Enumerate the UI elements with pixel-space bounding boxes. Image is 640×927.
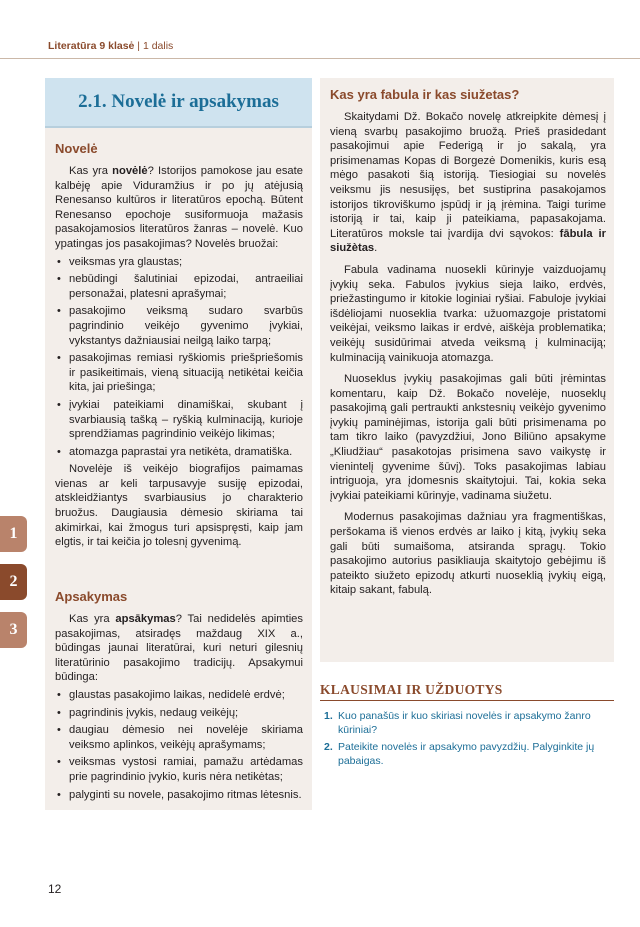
novele-intro: [55, 164, 303, 252]
list-item: • pasakojimo veiksmą sudaro svarbūs pagrindinio veikėjo gyvenimo įvykiai, vykstantys dažniausiai neilgą laiko tarpą;: [55, 304, 303, 348]
fabula-paragraph-1: [330, 110, 606, 256]
heading-fabula: Kas yra fabula ir kas siužetas?: [330, 87, 520, 102]
list-item: • palyginti su novele, pasakojimo ritmas lėtesnis.: [55, 788, 303, 803]
apsakymas-term: apsākymas: [115, 613, 176, 625]
list-item: • glaustas pasakojimo laikas, nedidelė erdvė;: [55, 688, 303, 703]
novele-outro: Novelėje iš veikėjo biografijos paimamas vienas ar keli tarpusavyje susiję epizodai, atskleidžiantys svarbiausius jo charakterio bruožus. Daugiausia dėmesio skiriama tai akimirkai, kai žmogus turi apsispręsti, kaip jam elgtis, ir tai keičia jo tolesnį gyvenimą.: [55, 463, 303, 549]
section-title-box: [45, 78, 312, 128]
apsakymas-intro-a: Kas yra: [69, 613, 116, 625]
heading-novele: Novelė: [55, 141, 98, 156]
section-title: 2.1. Novelė ir apsakymas: [78, 91, 279, 112]
novele-term: novėlė: [112, 165, 148, 177]
heading-apsakymas: Apsakymas: [55, 589, 128, 604]
fabula-paragraph-4: Modernus pasakojimas dažniau yra fragmentiškas, peršokama iš vienos erdvės ar laiko į kitą, įvykių seka gali būti sumaišoma, atsiranda spragų. Tokio pasakojimo autorius pasikliauja skaitytojo gebėjimu iš pateikto siužeto epizodų atkurti nuoseklią įvykių eigą, kitaip sakant, fabulą.: [330, 511, 606, 597]
question-text: Kuo panašūs ir kuo skiriasi novelės ir apsakymo žanro kūriniai?: [338, 710, 591, 736]
fabula-paragraph-3: Nuoseklus įvykių pasakojimas gali būti įrėmintas komentaru, kaip Dž. Bokačo novelėje, nuoseklų pasakojimą gali pertraukti ankstesnių veikėjo gyvenimo įvykių paminėjimas, istorija gali būti prisimenama po tam tikro laiko (pavyzdžiui, Jono Biliūno apsakyme „Kliudžiau“ pasakotojas prisimena savo vaikystę ir vienintelį gyvenime šūvį). Toks pasakojimas labiau intriguoja, yra įdomesnis skaitytojui. Tai, kokia seka įvykiai pateikiami kūrinyje, vadinama siužetu.: [330, 373, 606, 502]
questions-rule: [320, 700, 614, 701]
list-item: • įvykiai pateikiami dinamiškai, skubant į svarbiausią tašką – ryškią kulminaciją, kurioje sprendžiamas pagrindinio veikėjo likimas;: [55, 398, 303, 442]
novele-text: [55, 164, 303, 550]
chapter-tab-1[interactable]: 1: [0, 516, 27, 552]
question-text: Pateikite novelės ir apsakymo pavyzdžių. Palyginkite jų pabaigas.: [338, 741, 595, 767]
novele-intro-b: ? Istorijos pamokose jau esate kalbėję apie Viduramžius ir po jų atėjusią Renesanso kultūros ir literatūros epochą. Būtent Renesanso epochoje susiformuoja mažasis pasakojamosios literatūros žanras – novelė. Kuo ypatingas jos pasakojimas? Novelės bruožai:: [55, 165, 303, 250]
apsakymas-text: [55, 612, 303, 805]
list-item: • pagrindinis įvykis, nedaug veikėjų;: [55, 706, 303, 721]
novele-features-list: [55, 255, 303, 460]
question-item: [320, 741, 612, 768]
fabula-term: fābula: [559, 227, 593, 240]
list-item: • daugiau dėmesio nei novelėje skiriama veiksmo aplinkos, veikėjų aprašymams;: [55, 723, 303, 752]
apsakymas-intro: [55, 612, 303, 685]
chapter-tab-3[interactable]: 3: [0, 612, 27, 648]
fabula-p1-mid: ir: [592, 227, 606, 240]
list-item: • veiksmas yra glaustas;: [55, 255, 303, 270]
header-part: | 1 dalis: [134, 40, 174, 52]
question-item: [320, 710, 612, 737]
fabula-paragraph-2: Fabula vadinama nuosekli kūrinyje vaizduojamų įvykių seka. Fabulos įvykius sieja laiko, erdvės, priežastingumo ir kitokie loginiai ryšiai. Fabuloje įvykiai išdėliojami nuoseklia tvarka: užuomazgoje pristatomi veikėjai, veiksmo laikas ir erdvė, aiškėja problematika; veikėjų susidūrimai atveda veiksmą į kulminaciją; kulminaciją vainikuoja atomazga.: [330, 263, 606, 364]
apsakymas-intro-b: ? Tai nedidelės apimties pasakojimas, atsiradęs maždaug XIX a., būdingas jaunai literatūrai, kuri neturi gilesnių literatūrinio pasakojimo tradicijų. Apsakymui būdinga:: [55, 613, 303, 684]
list-item: • nebūdingi šalutiniai epizodai, antraeiliai personažai, platesni aprašymai;: [55, 272, 303, 301]
page-number: 12: [48, 882, 62, 896]
novele-intro-a: Kas yra: [69, 165, 113, 177]
apsakymas-features-list: [55, 688, 303, 802]
fabula-p1-a: Skaitydami Dž. Bokačo novelę atkreipkite dėmesį į vieną svarbų pasakojimo bruožą. Prieš prasidedant pasakojimui apie Federigą ir jo sakalą, yra prisimenamas Kopas di Borgezė Domenikis, kuris esą mėgo pasakoti šią istoriją. Tiesiogiai su novelės veiksmu jis nesusijęs, bet sustiprina pasakojamos istorijos tikroviškumo įspūdį ir ją įrėmina. Taigi turime istoriją ir tai, kaip ji pateikiama, papasakojama. Literatūros moksle tai įvardija dvi sąvokos:: [330, 111, 606, 240]
fabula-p1-end: .: [374, 242, 378, 255]
siuzetas-term: siužètas: [330, 242, 375, 255]
fabula-text: [330, 110, 606, 598]
question-number: 1.: [324, 710, 333, 722]
chapter-tab-2[interactable]: 2: [0, 564, 27, 600]
list-item: • pasakojimas remiasi ryškiomis priešpriešomis ir pasikeitimais, vieną situaciją netikėtai keičia kita, jai priešinga;: [55, 351, 303, 395]
list-item: • veiksmas vystosi ramiai, pamažu artėdamas prie pagrindinio įvykio, kuris nėra netikėtas;: [55, 755, 303, 784]
running-header: [48, 40, 173, 52]
list-item: • atomazga paprastai yra netikėta, dramatiška.: [55, 445, 303, 460]
header-rule: [0, 58, 640, 59]
question-number: 2.: [324, 741, 333, 753]
questions-heading: KLAUSIMAI IR UŽDUOTYS: [320, 682, 503, 697]
header-title: Literatūra 9 klasė: [48, 40, 135, 52]
